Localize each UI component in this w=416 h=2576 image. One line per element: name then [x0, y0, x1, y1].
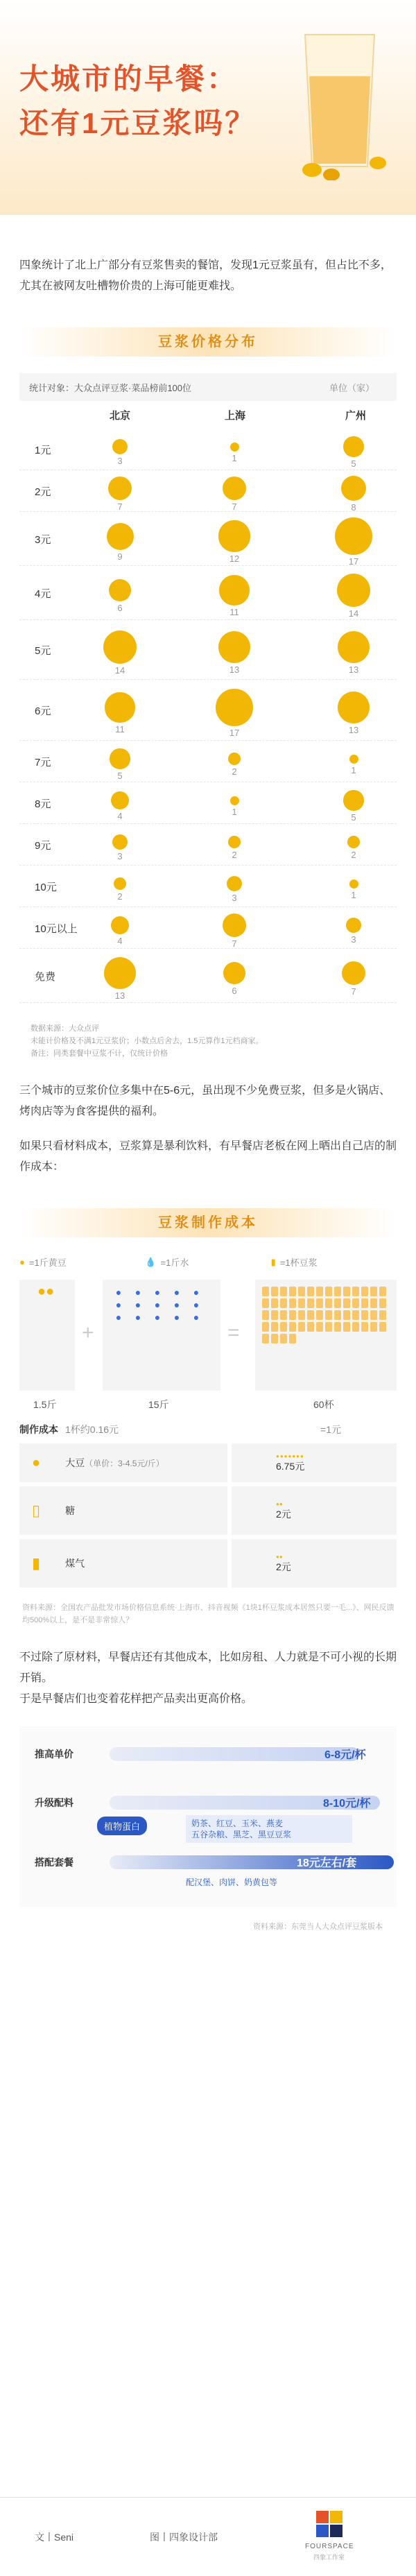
cup-icon [280, 1298, 287, 1308]
water-drop-icon: ● [173, 1312, 180, 1323]
count-dot [342, 961, 365, 985]
count-dot [103, 630, 137, 664]
coin-dots: ●●●●●●● [276, 1452, 304, 1459]
count-dot [219, 575, 249, 605]
plus-icon: + [82, 1321, 94, 1344]
cup-icon [289, 1287, 296, 1296]
count-dot [111, 791, 129, 809]
cup-icon [298, 1287, 305, 1296]
cup-icon [271, 1334, 278, 1343]
paragraph-1: 三个城市的豆浆价位多集中在5-6元，虽出现不少免费豆浆，但多是火锅店、烤肉店等为食客提供的福利。 [19, 1085, 391, 1117]
count-dot [223, 476, 246, 500]
cup-icon [379, 1287, 386, 1296]
footer-design: 图丨四象设计部 [150, 2532, 218, 2543]
cup-icon [271, 1322, 278, 1332]
count-label: 9 [117, 551, 123, 562]
count-label: 7 [351, 986, 356, 997]
cup-icon [361, 1322, 368, 1332]
cup-box [255, 1280, 397, 1391]
cup-icon [289, 1298, 296, 1308]
cup-icon [307, 1298, 314, 1308]
distribution-row [19, 949, 397, 1003]
water-drop-icon: ● [154, 1299, 161, 1310]
cup-icon [271, 1310, 278, 1320]
distribution-row [19, 907, 397, 949]
count-label: 5 [351, 458, 356, 469]
water-amount: 15斤 [148, 1399, 169, 1410]
cost-row-gas: ▮ 煤气 ●● 2元 [19, 1539, 397, 1588]
count-label: 2 [232, 766, 237, 778]
count-dot [112, 834, 128, 850]
price-label: 9元 [35, 840, 51, 852]
soybean-amount: 1.5斤 [33, 1399, 57, 1410]
count-dot [228, 753, 241, 765]
water-drop-icon: ● [154, 1312, 161, 1323]
count-label: 2 [351, 850, 356, 861]
cup-icon [361, 1287, 368, 1296]
count-dot [337, 574, 371, 608]
count-label: 13 [114, 990, 125, 1002]
cup-icon [352, 1287, 359, 1296]
count-dot [104, 957, 137, 990]
data-note: 数据来源：大众点评 未能计价格及不满1元豆浆价；小数点后舍去，1.5元算作1元档商家。 备注：同类套餐中豆浆不计，仅统计价格 [31, 1024, 263, 1058]
legend-water: 💧 =1斤水 [145, 1256, 189, 1268]
cup-icon [334, 1287, 341, 1296]
cup-icon [307, 1310, 314, 1320]
count-dot [223, 962, 245, 984]
cup-icon [361, 1298, 368, 1308]
unit-text: 单位（家） [329, 382, 374, 393]
cup-icon [370, 1322, 377, 1332]
sugar-jar-icon: ▯ [32, 1502, 41, 1519]
count-label: 1 [351, 889, 356, 900]
count-dot [223, 913, 246, 937]
water-drop-icon: ● [173, 1287, 180, 1298]
soybean-icon: ●● [37, 1284, 55, 1299]
cup-icon [334, 1298, 341, 1308]
plant-protein-tag: 植物蛋白 [97, 1817, 147, 1835]
count-dot [216, 689, 253, 726]
water-drop-icon: ● [135, 1287, 141, 1298]
count-label: 3 [232, 893, 237, 904]
count-dot [218, 631, 251, 664]
cup-icon [334, 1310, 341, 1320]
upgrade-desc: 奶茶、红豆、玉米、燕麦 五谷杂粮、黑芝、黑豆豆浆 [186, 1815, 352, 1843]
cup-icon [307, 1287, 314, 1296]
cup-grid [255, 1280, 397, 1350]
cup-icon [271, 1298, 278, 1308]
water-drop-icon: ● [115, 1299, 122, 1310]
count-label: 6 [117, 602, 123, 613]
coin-dots: ●● [276, 1500, 283, 1507]
page-title: 大城市的早餐： 还有1元豆浆吗？ [19, 62, 257, 139]
cup-icon [307, 1322, 314, 1332]
cup-icon [325, 1310, 332, 1320]
price-label: 7元 [35, 757, 51, 768]
cup-icon [280, 1334, 287, 1343]
count-label: 13 [348, 725, 359, 736]
city-shanghai: 上海 [225, 410, 246, 422]
cup-icon [343, 1298, 350, 1308]
cost-section [19, 1208, 397, 1626]
price-unit: 6-8元/杯 [324, 1749, 366, 1761]
price-label: 5元 [35, 645, 51, 657]
count-label: 3 [117, 456, 123, 467]
selling-section [19, 1726, 397, 1933]
coin-dots: ●● [276, 1553, 283, 1560]
cup-amount: 60杯 [313, 1399, 334, 1410]
distribution-row [19, 741, 397, 782]
count-dot [109, 579, 131, 601]
footer-divider [0, 2497, 416, 2498]
cup-icon [316, 1322, 323, 1332]
soybean-icon: ● [19, 1257, 25, 1267]
distribution-row [19, 824, 397, 866]
count-label: 3 [117, 851, 123, 862]
cup-icon [343, 1310, 350, 1320]
distribution-row [19, 429, 397, 470]
cup-icon [262, 1310, 269, 1320]
water-box [103, 1280, 220, 1391]
soybean-box [19, 1280, 75, 1391]
cost-source: 资料来源：全国农产品批发市场价格信息系统·上海市、抖音视频《1块1杯豆浆成本居然只要一毛...》、网民反馈均500%以上，是不是非常惊人？ [22, 1604, 395, 1624]
cup-icon [343, 1322, 350, 1332]
cup-icon [343, 1287, 350, 1296]
distribution-row [19, 566, 397, 620]
legend-soybean: ● =1斤黄豆 [19, 1257, 67, 1268]
cup-icon [379, 1310, 386, 1320]
sell-source: 资料来源：东莞当人大众点评豆浆版本 [253, 1923, 383, 1931]
count-dot [105, 692, 135, 722]
count-dot [338, 631, 370, 664]
count-label: 4 [117, 811, 123, 821]
price-label: 4元 [35, 588, 51, 600]
count-label: 2 [232, 850, 237, 861]
cup-icon [280, 1310, 287, 1320]
count-dot [110, 748, 130, 768]
count-dot [335, 517, 372, 555]
section-title: 豆浆价格分布 [19, 327, 397, 357]
count-dot [218, 520, 250, 551]
count-label: 1 [232, 806, 237, 817]
count-label: 17 [348, 556, 359, 567]
water-drop-icon: ● [115, 1287, 122, 1298]
cost-table [19, 1420, 397, 1588]
distribution-row [19, 782, 397, 824]
count-label: 1 [351, 764, 356, 775]
cup-icon [379, 1322, 386, 1332]
distribution-grid [19, 429, 397, 1003]
logo-text: FOURSPACE [305, 2543, 354, 2550]
row-label-upgrade: 升级配料 [35, 1797, 73, 1808]
cup-icon [361, 1310, 368, 1320]
price-label: 8元 [35, 798, 51, 810]
distribution-row [19, 470, 397, 512]
count-dot [107, 523, 134, 550]
water-drop-icon: ● [193, 1299, 200, 1310]
cup-icon [370, 1298, 377, 1308]
logo-icon [316, 2511, 344, 2539]
distribution-row [19, 680, 397, 741]
paragraph-3: 不过除了原材料，早餐店还有其他成本，比如房租、人力就是不可小视的长期开销。 于是早餐店们也变着花样把产品卖出更高价格。 [19, 1651, 397, 1705]
price-label: 1元 [35, 445, 51, 456]
water-grid [103, 1280, 220, 1330]
count-dot [343, 790, 363, 810]
count-dot [349, 755, 358, 764]
header [0, 0, 416, 215]
price-upgrade: 8-10元/杯 [323, 1798, 371, 1810]
count-dot [228, 836, 241, 848]
price-distribution-section [19, 327, 397, 1060]
city-beijing: 北京 [110, 410, 131, 422]
bar-unit-price [110, 1747, 359, 1761]
soybean-icon: ● [32, 1454, 41, 1470]
selling-chart [19, 1726, 397, 1907]
count-dot [338, 692, 370, 724]
water-drop-icon: ● [135, 1299, 141, 1310]
cup-icon [280, 1287, 287, 1296]
logo-text-cn: 四象工作室 [313, 2554, 345, 2561]
price-label: 2元 [35, 486, 51, 498]
count-dot [111, 916, 129, 934]
price-label: 10元 [35, 882, 57, 893]
legend-cup: ▮ =1杯豆浆 [270, 1256, 318, 1268]
distribution-row [19, 512, 397, 566]
cup-icon: ▮ [270, 1256, 276, 1267]
count-label: 3 [351, 934, 356, 945]
count-dot [346, 918, 362, 934]
price-label: 10元以上 [35, 923, 78, 935]
cup-icon [316, 1310, 323, 1320]
count-dot [341, 476, 367, 501]
row-label-unit-price: 推高单价 [35, 1749, 73, 1760]
water-drop-icon: ● [115, 1312, 122, 1323]
water-drop-icon: 💧 [145, 1256, 157, 1267]
count-dot [114, 877, 126, 890]
equals-icon: = [227, 1321, 240, 1344]
cup-icon [379, 1298, 386, 1308]
distribution-row [19, 620, 397, 680]
water-drop-icon: ● [173, 1299, 180, 1310]
price-label: 3元 [35, 534, 51, 546]
count-label: 2 [117, 891, 123, 902]
count-label: 8 [351, 502, 356, 513]
count-dot [230, 443, 239, 452]
water-drop-icon: ● [135, 1312, 141, 1323]
count-label: 17 [229, 727, 240, 738]
count-dot [112, 439, 128, 455]
footer-author: 文丨Seni [35, 2532, 74, 2543]
count-label: 11 [229, 606, 239, 617]
count-label: 13 [348, 664, 359, 676]
cup-icon [298, 1298, 305, 1308]
cup-icon [298, 1322, 305, 1332]
count-dot [349, 879, 358, 888]
price-label: 6元 [35, 705, 51, 717]
cost-title: 豆浆制作成本 [19, 1208, 397, 1237]
cup-icon [262, 1334, 269, 1343]
cup-icon [325, 1298, 332, 1308]
count-label: 5 [117, 770, 123, 781]
combo-desc: 配汉堡、肉饼、奶黄包等 [186, 1878, 278, 1887]
cup-icon [271, 1287, 278, 1296]
city-header [19, 401, 397, 429]
count-label: 11 [115, 723, 125, 735]
cup-icon [298, 1310, 305, 1320]
water-drop-icon: ● [193, 1312, 200, 1323]
meta-row [19, 373, 397, 401]
cup-icon [316, 1287, 323, 1296]
count-dot [347, 836, 360, 848]
meta-text: 统计对象：大众点评豆浆·菜品榜前100位 [29, 382, 192, 393]
cup-icon [325, 1322, 332, 1332]
cup-icon [262, 1298, 269, 1308]
cost-table-head: 制作成本 1杯约0.16元 =1元 [19, 1424, 341, 1435]
cup-icon [370, 1310, 377, 1320]
count-label: 7 [232, 938, 237, 950]
count-label: 5 [351, 812, 356, 823]
gas-tank-icon: ▮ [32, 1554, 41, 1572]
count-dot [227, 876, 243, 892]
cup-icon [352, 1310, 359, 1320]
cost-legend [19, 1255, 397, 1269]
cup-icon [316, 1298, 323, 1308]
count-label: 13 [229, 664, 240, 676]
count-dot [108, 476, 132, 500]
cup-icon [289, 1310, 296, 1320]
cost-row-soybean: ● 大豆 （单价：3-4.5元/斤） ●●●●●●● 6.75元 [19, 1443, 397, 1482]
count-dot [230, 796, 239, 805]
cup-icon [334, 1322, 341, 1332]
footer [0, 2497, 416, 2576]
intro-text: 四象统计了北上广部分有豆浆售卖的餐馆，发现1元豆浆虽有，但占比不多，尤其在被网友吐槽物价贵的上海可能更难找。 [19, 259, 392, 292]
count-label: 12 [229, 553, 240, 564]
cup-icon [280, 1322, 287, 1332]
water-drop-icon: ● [154, 1287, 161, 1298]
paragraph-2: 如果只看材料成本，豆浆算是暴利饮料，有早餐店老板在网上晒出自己店的制作成本： [19, 1140, 397, 1173]
count-label: 4 [117, 936, 123, 946]
cup-icon [289, 1334, 296, 1343]
count-label: 1 [232, 452, 237, 463]
cup-icon [352, 1298, 359, 1308]
count-dot [343, 436, 363, 456]
count-label: 7 [232, 501, 237, 513]
cup-icon [325, 1287, 332, 1296]
price-label: 免费 [35, 971, 56, 983]
cost-boxes [19, 1280, 397, 1411]
price-combo: 18元左右/套 [297, 1857, 357, 1869]
count-label: 7 [117, 501, 123, 513]
soy-milk-glass-icon [291, 28, 388, 180]
cost-row-sugar: ▯ 糖 ●● 2元 [19, 1486, 397, 1535]
water-drop-icon: ● [193, 1287, 200, 1298]
cup-icon [262, 1287, 269, 1296]
cup-icon [352, 1322, 359, 1332]
distribution-row [19, 866, 397, 907]
count-label: 14 [114, 665, 125, 676]
count-label: 6 [232, 985, 237, 996]
cup-icon [289, 1322, 296, 1332]
city-guangzhou: 广州 [345, 410, 367, 422]
cup-icon [370, 1287, 377, 1296]
cup-icon [262, 1322, 269, 1332]
row-label-combo: 搭配套餐 [35, 1857, 73, 1868]
count-label: 14 [348, 608, 359, 619]
